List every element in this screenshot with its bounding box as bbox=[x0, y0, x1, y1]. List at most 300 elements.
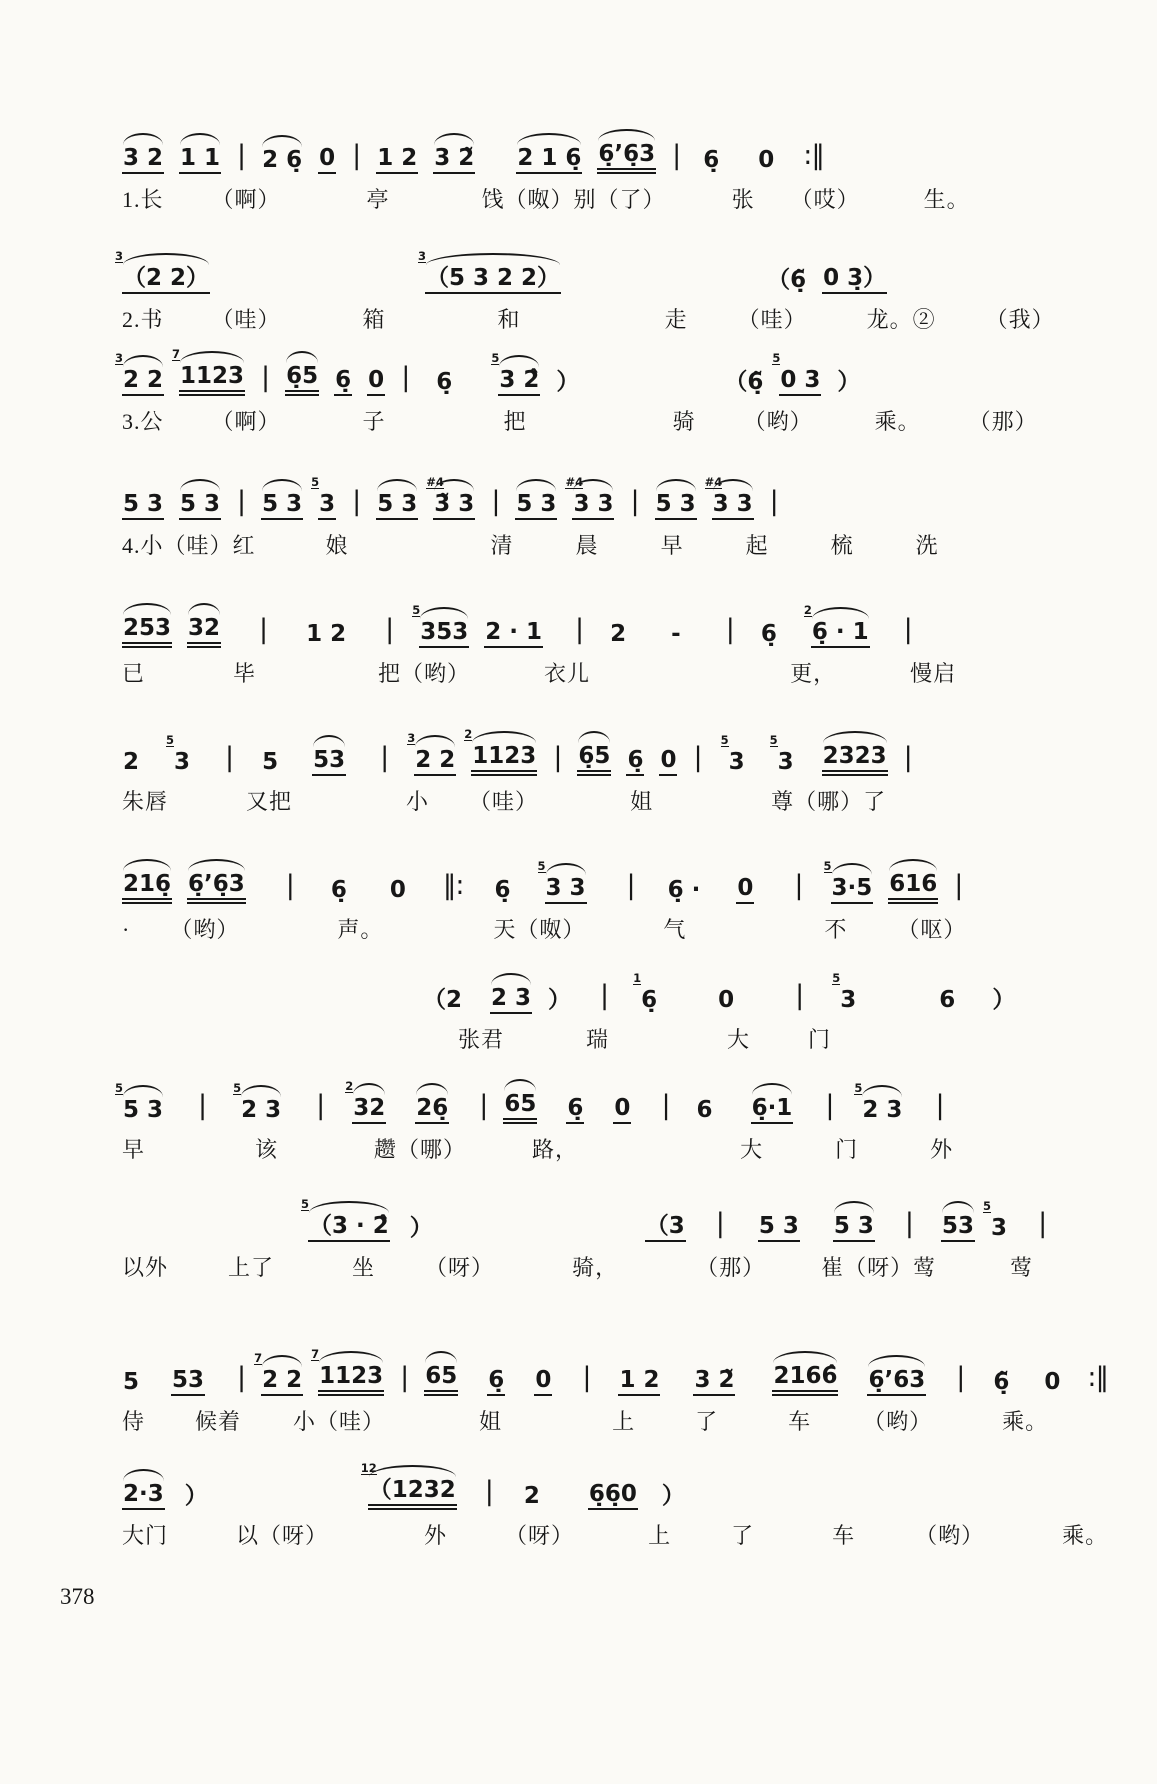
lyric-token: （哟） bbox=[915, 1523, 985, 1548]
note-group: 5 3 bbox=[720, 732, 745, 775]
note-group: 1 6̣ bbox=[633, 970, 658, 1013]
note-group: 5 bbox=[123, 1368, 140, 1395]
lyric-token: 更， bbox=[790, 661, 837, 686]
system-8 bbox=[122, 960, 1082, 1054]
system-10 bbox=[122, 1188, 1082, 1282]
note-group: 5 3 bbox=[179, 492, 221, 520]
bar-line: :‖ bbox=[803, 139, 824, 171]
lyric-token: 侍 bbox=[122, 1409, 146, 1434]
grace-note: 5 bbox=[412, 602, 421, 617]
note-group: 0 bbox=[736, 876, 754, 904]
lyric-token: 4.小（哇）红 bbox=[122, 533, 256, 558]
lyric-token: 崔（呀）莺 bbox=[821, 1255, 937, 1280]
note-group: 7 1123 bbox=[179, 364, 245, 396]
note-group: 6̣ bbox=[436, 368, 453, 395]
note-group: 6̣ bbox=[626, 748, 644, 776]
lyric-token: 气 bbox=[663, 917, 687, 942]
lyric-token: （哟） bbox=[743, 409, 813, 434]
note-group: 2323 bbox=[822, 744, 888, 776]
note-group: 0 bbox=[318, 146, 336, 174]
bar-line: | bbox=[630, 485, 639, 517]
bar-line: | bbox=[352, 139, 361, 171]
bar-line: ‖: bbox=[442, 869, 464, 901]
lyrics-row bbox=[122, 303, 1082, 334]
note-group: 65 bbox=[503, 1092, 537, 1124]
note-group: 5 3 bbox=[376, 492, 418, 520]
bar-line: | bbox=[225, 741, 234, 773]
lyric-token: 以外 bbox=[122, 1255, 169, 1280]
grace-note: 3 bbox=[115, 248, 124, 263]
note-group: 3 （2 2） bbox=[122, 266, 210, 294]
system-7 bbox=[122, 850, 1082, 944]
lyric-token: 已 bbox=[122, 661, 146, 686]
notes-row bbox=[122, 722, 1082, 776]
lyric-token: 洗 bbox=[915, 533, 939, 558]
lyric-token: 起 bbox=[745, 533, 769, 558]
note-group: 6̣·1 bbox=[751, 1096, 794, 1124]
lyrics-row bbox=[122, 913, 1082, 944]
note-group: 6̣ · bbox=[667, 876, 701, 903]
lyric-token: 把 bbox=[503, 409, 527, 434]
note-group: 5 3 bbox=[832, 970, 857, 1013]
lyric-token: 大门 bbox=[122, 1523, 169, 1548]
note-group: 2 1123 bbox=[471, 744, 537, 776]
note-group: 6̣6̣0 bbox=[588, 1482, 638, 1510]
bar-line: :‖ bbox=[1087, 1361, 1108, 1393]
notes-row bbox=[115, 240, 1082, 294]
note-group: 53 bbox=[171, 1368, 205, 1396]
lyric-token: 把（哟） bbox=[378, 661, 471, 686]
note-group: #4 3 3 bbox=[712, 492, 754, 520]
note-group: 2 1 6̣ bbox=[516, 146, 582, 174]
note-group: 7 1123 bbox=[318, 1364, 384, 1396]
lyric-token: 车 bbox=[788, 1409, 812, 1434]
lyric-token: 姐 bbox=[630, 789, 654, 814]
note-group: 6̣̃ bbox=[993, 1368, 1010, 1395]
score-systems bbox=[115, 120, 1109, 1550]
bar-line: | bbox=[672, 139, 681, 171]
grace-note: 2 bbox=[345, 1078, 354, 1093]
lyric-token: 和 bbox=[497, 307, 521, 332]
note-group: （6̣̃ bbox=[767, 266, 807, 293]
bar-line: | bbox=[956, 1361, 965, 1393]
grace-note: 3 bbox=[115, 350, 124, 365]
lyric-token: 大 bbox=[740, 1137, 764, 1162]
lyric-token: 张 bbox=[731, 187, 755, 212]
note-group: 32 bbox=[187, 616, 221, 648]
note-group: 12 （1232 bbox=[368, 1478, 457, 1510]
grace-note: 7 bbox=[172, 346, 181, 361]
lyrics-row bbox=[122, 405, 1082, 436]
bar-line: | bbox=[259, 613, 268, 645]
page-number: 378 bbox=[60, 1584, 95, 1609]
lyric-token: 坐 bbox=[352, 1255, 376, 1280]
note-group: 3 2 2 bbox=[414, 748, 456, 776]
grace-note: #4 bbox=[704, 474, 723, 489]
bar-line: | bbox=[725, 613, 734, 645]
grace-note: 3 bbox=[418, 248, 427, 263]
note-group: 6̣ bbox=[566, 1096, 584, 1124]
lyric-token: 毕 bbox=[233, 661, 257, 686]
note-group: 5 5 3 bbox=[115, 1080, 164, 1123]
bar-line: | bbox=[661, 1089, 670, 1121]
grace-note: 5 bbox=[832, 970, 841, 985]
note-group: 6̣ bbox=[703, 146, 720, 173]
bar-line: | bbox=[903, 741, 912, 773]
lyric-token: （哇） bbox=[469, 789, 539, 814]
note-group: 6̣ bbox=[330, 876, 347, 903]
note-group: 5 3·5 bbox=[831, 876, 874, 904]
grace-note: 1 bbox=[633, 970, 642, 985]
grace-note: 5 bbox=[166, 732, 175, 747]
lyric-token: 尊（哪）了 bbox=[771, 789, 887, 814]
grace-note: 2 bbox=[464, 726, 473, 741]
grace-note: 3 bbox=[407, 730, 416, 745]
lyric-token: 走 bbox=[664, 307, 688, 332]
note-group: 65 bbox=[424, 1364, 458, 1396]
note-group: 6̣ bbox=[494, 876, 511, 903]
note-group: 6̣’6̣3 bbox=[597, 142, 656, 174]
note-group: ） bbox=[992, 986, 1016, 1013]
note-group: （2 bbox=[423, 986, 463, 1013]
notes-row bbox=[115, 1070, 1082, 1124]
lyric-token: 3.公 bbox=[122, 409, 164, 434]
system-9 bbox=[115, 1070, 1082, 1164]
system-2 bbox=[115, 240, 1082, 334]
grace-note: 5 bbox=[311, 474, 320, 489]
note-group: 5 3 bbox=[122, 492, 164, 520]
notes-row bbox=[122, 594, 1082, 648]
sheet-music-page bbox=[0, 120, 1122, 1610]
lyric-token: 上 bbox=[648, 1523, 672, 1548]
bar-line: | bbox=[400, 1361, 409, 1393]
note-group: 6̣ bbox=[760, 620, 777, 647]
system-12 bbox=[122, 1456, 1109, 1550]
system-3 bbox=[115, 342, 1082, 436]
note-group: 2 6̣ · 1 bbox=[811, 620, 870, 648]
note-group: 5 3 3 bbox=[545, 876, 587, 904]
note-group: 5 0 3 bbox=[779, 368, 821, 396]
note-group: 5 3 bbox=[983, 1198, 1008, 1241]
lyric-token: 骑， bbox=[572, 1255, 619, 1280]
bar-line: | bbox=[484, 1475, 493, 1507]
grace-note: 5 bbox=[823, 858, 832, 873]
grace-note: 5 bbox=[115, 1080, 124, 1095]
bar-line: | bbox=[385, 613, 394, 645]
note-group: 2 · 1 bbox=[484, 620, 543, 648]
note-group: 2 6̣ bbox=[262, 146, 303, 173]
bar-line: | bbox=[903, 613, 912, 645]
notes-row bbox=[122, 120, 1082, 174]
lyrics-row bbox=[122, 1133, 1082, 1164]
lyric-token: （哟） bbox=[863, 1409, 933, 1434]
lyric-token: 梳 bbox=[830, 533, 854, 558]
lyric-token: 娘 bbox=[325, 533, 349, 558]
bar-line: | bbox=[795, 979, 804, 1011]
lyric-token: 天（呶） bbox=[493, 917, 586, 942]
lyric-token: 饯（呶）别（了） bbox=[481, 187, 666, 212]
lyric-token: 候着 bbox=[195, 1409, 242, 1434]
lyrics-row bbox=[122, 1251, 1082, 1282]
note-group: 5 2 3 bbox=[854, 1080, 903, 1123]
lyric-token: （哎） bbox=[790, 187, 860, 212]
lyric-token: 早 bbox=[122, 1137, 146, 1162]
lyric-token: 又把 bbox=[246, 789, 293, 814]
grace-note: 5 bbox=[301, 1196, 310, 1211]
lyric-token: （哇） bbox=[737, 307, 807, 332]
note-group: ） bbox=[556, 368, 580, 395]
grace-note: 5 bbox=[720, 732, 729, 747]
bar-line: | bbox=[479, 1089, 488, 1121]
bar-line: | bbox=[600, 979, 609, 1011]
note-group: 0 bbox=[718, 986, 735, 1013]
notes-row bbox=[122, 850, 1082, 904]
grace-note: 5 bbox=[537, 858, 546, 873]
note-group: 5 bbox=[262, 748, 279, 775]
note-group: 5 353 bbox=[419, 620, 469, 648]
note-group: ） bbox=[548, 986, 572, 1013]
lyric-token: 瑞 bbox=[586, 1027, 610, 1052]
lyric-token: 门 bbox=[835, 1137, 859, 1162]
grace-note: 5 bbox=[854, 1080, 863, 1095]
note-group: ） bbox=[661, 1482, 685, 1509]
note-group: 2 bbox=[610, 620, 627, 647]
notes-row bbox=[122, 466, 1082, 520]
note-group: 6̣5 bbox=[285, 364, 319, 396]
notes-row bbox=[122, 1456, 1082, 1510]
lyrics-row bbox=[122, 657, 1082, 688]
note-group: 0 bbox=[613, 1096, 631, 1124]
note-group: 2 bbox=[523, 1482, 540, 1509]
note-group: - bbox=[671, 620, 681, 647]
note-group: （3 bbox=[645, 1214, 686, 1242]
lyric-token: （呀） bbox=[425, 1255, 495, 1280]
lyric-token: 晨 bbox=[575, 533, 599, 558]
lyrics-row bbox=[122, 529, 1082, 560]
note-group: 2·3 bbox=[122, 1482, 165, 1510]
lyric-token: 了 bbox=[695, 1409, 719, 1434]
lyric-token: · bbox=[122, 917, 131, 942]
bar-line: | bbox=[935, 1089, 944, 1121]
lyric-token: 外 bbox=[424, 1523, 448, 1548]
bar-line: | bbox=[825, 1089, 834, 1121]
grace-note: 5 bbox=[233, 1080, 242, 1095]
bar-line: | bbox=[352, 485, 361, 517]
bar-line: | bbox=[904, 1207, 914, 1239]
lyric-token: 车 bbox=[832, 1523, 856, 1548]
bar-line: | bbox=[954, 869, 963, 901]
bar-line: | bbox=[237, 485, 246, 517]
lyric-token: （啊） bbox=[211, 409, 281, 434]
note-group: 2 bbox=[123, 748, 140, 775]
note-group: 5 3 bbox=[769, 732, 794, 775]
lyric-token: 姐 bbox=[479, 1409, 503, 1434]
note-group: 0 3̣） bbox=[822, 266, 887, 294]
note-group: 0 bbox=[659, 748, 677, 776]
note-group: 26̣ bbox=[415, 1096, 449, 1124]
note-group: 3 2̃ bbox=[693, 1368, 735, 1396]
note-group: 6 bbox=[939, 986, 956, 1013]
note-group: 1 2 bbox=[376, 146, 418, 174]
lyric-token: 大 bbox=[727, 1027, 751, 1052]
lyrics-row bbox=[122, 183, 1082, 214]
note-group: 3 2̃ bbox=[433, 146, 475, 174]
note-group: 3 （5 3 2 2） bbox=[425, 266, 561, 294]
bar-line: | bbox=[1038, 1207, 1047, 1239]
grace-note: #4 bbox=[565, 474, 584, 489]
lyric-token: 以（呀） bbox=[236, 1523, 329, 1548]
lyrics-row bbox=[458, 1023, 1082, 1054]
note-group: 5 3 bbox=[318, 492, 336, 520]
lyric-token: 乘。 bbox=[1002, 1409, 1049, 1434]
grace-note: 7 bbox=[254, 1350, 263, 1365]
note-group: 2 3 bbox=[490, 986, 532, 1014]
lyric-token: 小 bbox=[406, 789, 430, 814]
bar-line: | bbox=[491, 485, 500, 517]
lyric-token: 早 bbox=[660, 533, 684, 558]
bar-line: | bbox=[553, 741, 562, 773]
lyric-token: 骑 bbox=[672, 409, 696, 434]
bar-line: | bbox=[794, 869, 803, 901]
lyric-token: 生。 bbox=[923, 187, 970, 212]
bar-line: | bbox=[769, 485, 778, 517]
note-group: 0 bbox=[534, 1368, 552, 1396]
notes-row bbox=[115, 342, 1082, 396]
note-group: 2 32 bbox=[352, 1096, 386, 1124]
lyrics-row bbox=[122, 785, 1082, 816]
note-group: 253 bbox=[122, 616, 172, 648]
bar-line: | bbox=[261, 361, 270, 393]
note-group: ） bbox=[409, 1214, 433, 1241]
note-group: 0 bbox=[367, 368, 385, 396]
note-group: #4 3 3 bbox=[572, 492, 614, 520]
grace-note: #4 bbox=[426, 474, 444, 489]
note-group: 5 （3 · 2̂ bbox=[308, 1214, 390, 1242]
note-group: 5 2 3 bbox=[233, 1080, 282, 1123]
lyric-token: 外 bbox=[930, 1137, 954, 1162]
note-group: 0 bbox=[758, 146, 775, 173]
lyric-token: 乘。 bbox=[874, 409, 921, 434]
system-6 bbox=[122, 722, 1082, 816]
lyric-token: 声。 bbox=[337, 917, 384, 942]
grace-note: 7 bbox=[311, 1346, 320, 1361]
notes-row bbox=[122, 1342, 1108, 1396]
bar-line: | bbox=[575, 613, 584, 645]
note-group: 6̣ bbox=[487, 1368, 505, 1396]
note-group: 3 2 bbox=[122, 146, 164, 174]
system-11 bbox=[122, 1342, 1108, 1436]
bar-line: | bbox=[285, 869, 294, 901]
lyric-token: （哇） bbox=[211, 307, 281, 332]
lyric-token: 莺 bbox=[1010, 1255, 1034, 1280]
note-group: 53 bbox=[312, 748, 346, 776]
lyrics-row bbox=[122, 1405, 1082, 1436]
note-group: （6̣̃ bbox=[724, 368, 764, 395]
grace-note: 5 bbox=[769, 732, 778, 747]
note-group: ） bbox=[837, 368, 861, 395]
bar-line: | bbox=[237, 1361, 246, 1393]
note-group: 5 3 bbox=[261, 492, 303, 520]
bar-line: | bbox=[715, 1207, 724, 1239]
lyric-token: 趱（哪） bbox=[374, 1137, 467, 1162]
lyric-token: 亭 bbox=[366, 187, 390, 212]
note-group: 5 3 bbox=[515, 492, 557, 520]
note-group: 1 1 bbox=[179, 146, 221, 174]
lyric-token: 清 bbox=[490, 533, 514, 558]
lyric-token: （那） bbox=[696, 1255, 766, 1280]
note-group: #4 3̃ 3 bbox=[433, 492, 475, 520]
bar-line: | bbox=[316, 1089, 325, 1121]
lyric-token: 上 bbox=[612, 1409, 636, 1434]
note-group: 1 2 bbox=[618, 1368, 660, 1396]
lyric-token: 1.长 bbox=[122, 187, 164, 212]
grace-note: 5 bbox=[772, 350, 781, 365]
lyric-token: （那） bbox=[968, 409, 1038, 434]
lyric-token: 乘。 bbox=[1062, 1523, 1109, 1548]
bar-line: | bbox=[237, 139, 246, 171]
lyric-token: 了 bbox=[731, 1523, 755, 1548]
bar-line: | bbox=[380, 741, 389, 773]
system-4 bbox=[122, 466, 1082, 560]
lyric-token: 子 bbox=[362, 409, 386, 434]
notes-row bbox=[422, 960, 1082, 1014]
lyric-token: （哟） bbox=[170, 917, 240, 942]
lyric-token: 朱唇 bbox=[122, 789, 169, 814]
lyric-token: 衣儿 bbox=[544, 661, 591, 686]
lyric-token: 小（哇） bbox=[293, 1409, 386, 1434]
note-group: 2166̂ bbox=[772, 1364, 838, 1396]
lyric-token: （我） bbox=[985, 307, 1055, 332]
note-group: 7 2 2 bbox=[261, 1368, 303, 1396]
lyric-token: （呀） bbox=[505, 1523, 575, 1548]
system-5 bbox=[122, 594, 1082, 688]
grace-note: 2 bbox=[803, 602, 812, 617]
lyrics-row bbox=[122, 1519, 1109, 1550]
lyric-token: 龙。② bbox=[866, 307, 936, 332]
lyric-token: 张君 bbox=[458, 1027, 505, 1052]
note-group: 3 2 2 bbox=[122, 368, 164, 396]
note-group: 53 bbox=[941, 1214, 975, 1242]
grace-note: 12 bbox=[360, 1460, 377, 1475]
system-1 bbox=[122, 120, 1082, 214]
note-group: 6̣ bbox=[334, 368, 352, 396]
lyric-token: 门 bbox=[808, 1027, 832, 1052]
note-group: 0 bbox=[389, 876, 406, 903]
note-group: 216̣ bbox=[122, 872, 172, 904]
bar-line: | bbox=[626, 869, 635, 901]
notes-row bbox=[301, 1188, 1082, 1242]
grace-note: 5 bbox=[983, 1198, 992, 1213]
note-group: 0 bbox=[1044, 1368, 1061, 1395]
lyric-token: 上了 bbox=[228, 1255, 275, 1280]
note-group: ） bbox=[184, 1482, 208, 1509]
bar-line: | bbox=[582, 1361, 591, 1393]
lyric-token: 慢启 bbox=[910, 661, 957, 686]
note-group: 616 bbox=[888, 872, 938, 904]
lyric-token: （呕） bbox=[897, 917, 967, 942]
note-group: 6̣’63 bbox=[867, 1368, 926, 1396]
lyric-token: 不 bbox=[824, 917, 848, 942]
lyric-token: （啊） bbox=[211, 187, 281, 212]
note-group: 5 3 2̂ bbox=[498, 368, 540, 396]
note-group: 1 2 bbox=[306, 620, 347, 647]
note-group: 5 3 bbox=[833, 1214, 875, 1242]
note-group: 6̣5 bbox=[577, 744, 611, 776]
lyric-token: 2.书 bbox=[122, 307, 164, 332]
lyric-token: 该 bbox=[255, 1137, 279, 1162]
lyric-token: 箱 bbox=[362, 307, 386, 332]
bar-line: | bbox=[401, 361, 410, 393]
